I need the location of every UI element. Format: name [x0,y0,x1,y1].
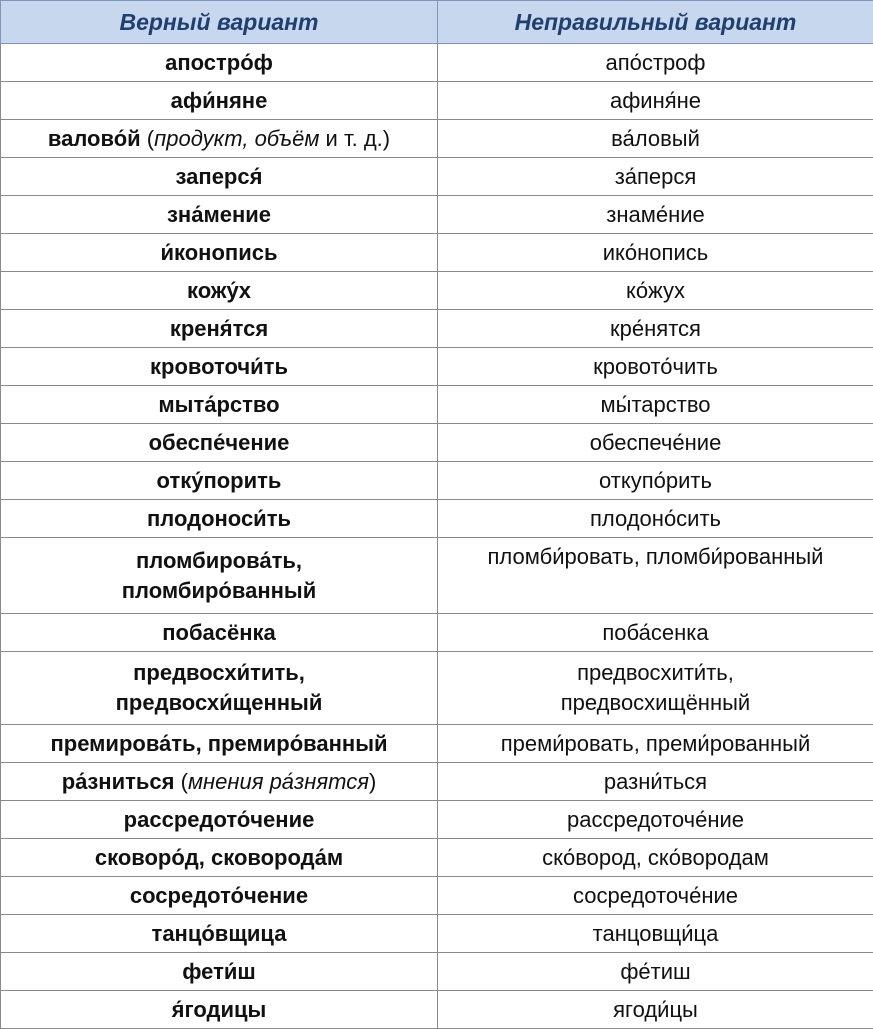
incorrect-cell: ко́жух [438,272,873,310]
correct-word: танцо́вщица [152,921,287,946]
correct-cell [1,614,438,652]
correct-word: кожу́х [187,278,251,303]
correct-cell [1,953,438,991]
table-row [1,801,873,839]
table-row [1,991,873,1029]
correct-word-line2: предвосхи́щенный [7,688,431,718]
correct-word: креня́тся [170,316,268,341]
table-row [1,386,873,424]
incorrect-cell: плодоно́сить [438,500,873,538]
correct-cell [1,234,438,272]
correct-cell [1,44,438,82]
correct-word: ра́зниться [62,769,175,794]
incorrect-word: пломби́ровать, пломби́рованный [488,544,824,569]
correct-word: сковоро́д, сковорода́м [95,845,343,870]
incorrect-cell: рассредоточе́ние [438,801,873,839]
correct-word: рассредото́чение [124,807,315,832]
incorrect-word-line1: предвосхити́ть, [444,658,867,688]
correct-cell [1,348,438,386]
incorrect-cell: преми́ровать, преми́рованный [438,725,873,763]
correct-cell [1,310,438,348]
correct-cell [1,120,438,158]
incorrect-cell: афиня́не [438,82,873,120]
correct-cell [1,500,438,538]
table-row [1,462,873,500]
table-row [1,120,873,158]
correct-cell [1,725,438,763]
table-row [1,44,873,82]
incorrect-cell: кровото́чить [438,348,873,386]
incorrect-cell [438,652,873,725]
table-row [1,614,873,652]
table-row [1,839,873,877]
incorrect-cell: ягоди́цы [438,991,873,1029]
table-row [1,272,873,310]
correct-word: обеспе́чение [149,430,290,455]
correct-cell [1,801,438,839]
correct-word: сосредото́чение [130,883,308,908]
correct-cell [1,196,438,234]
usage-note: (продукт, объём и т. д.) [141,126,390,151]
usage-note: (мнения ра́знятся) [174,769,376,794]
incorrect-cell: мы́тарство [438,386,873,424]
incorrect-cell: поба́сенка [438,614,873,652]
table-row [1,763,873,801]
correct-word: заперся́ [176,164,263,189]
correct-word: валово́й [48,126,141,151]
table-row [1,196,873,234]
correct-cell [1,538,438,614]
correct-cell [1,839,438,877]
incorrect-cell: ва́ловый [438,120,873,158]
incorrect-cell: разни́ться [438,763,873,801]
correct-word: отку́порить [157,468,282,493]
incorrect-cell: сосредоточе́ние [438,877,873,915]
table-row [1,82,873,120]
table-row [1,953,873,991]
header-incorrect: Неправильный вариант [438,1,873,44]
table-row [1,424,873,462]
correct-word: мыта́рство [158,392,279,417]
correct-cell [1,763,438,801]
correct-cell [1,158,438,196]
correct-word: афи́няне [171,88,268,113]
incorrect-cell: фе́тиш [438,953,873,991]
correct-word-line1: предвосхи́тить, [7,658,431,688]
correct-word: премирова́ть, премиро́ванный [50,731,387,756]
table-row [1,310,873,348]
correct-cell [1,424,438,462]
correct-word-line1: пломбирова́ть, [7,546,431,576]
correct-word: плодоноси́ть [147,506,291,531]
table-row [1,915,873,953]
correct-cell [1,877,438,915]
header-correct: Верный вариант [1,1,438,44]
correct-word: фети́ш [182,959,256,984]
table-row [1,652,873,725]
header-row [1,1,873,44]
table-row [1,877,873,915]
incorrect-cell: ико́нопись [438,234,873,272]
incorrect-cell: за́перся [438,158,873,196]
table-row [1,538,873,614]
correct-word-line2: пломбиро́ванный [7,576,431,606]
table-row [1,725,873,763]
incorrect-cell [438,538,873,614]
incorrect-cell: апо́строф [438,44,873,82]
correct-cell [1,915,438,953]
table-row [1,234,873,272]
incorrect-cell: танцовщи́ца [438,915,873,953]
table-row [1,500,873,538]
correct-word: кровоточи́ть [150,354,288,379]
incorrect-cell: обеспече́ние [438,424,873,462]
incorrect-cell: ско́вород, ско́вородам [438,839,873,877]
correct-word: я́годицы [172,997,267,1022]
correct-cell [1,652,438,725]
correct-cell [1,272,438,310]
table-row [1,348,873,386]
correct-word: апостро́ф [165,50,273,75]
table-row [1,158,873,196]
correct-cell [1,386,438,424]
correct-word: побасёнка [162,620,276,645]
correct-cell [1,991,438,1029]
incorrect-cell: знаме́ние [438,196,873,234]
incorrect-cell: кре́нятся [438,310,873,348]
incorrect-word-line2: предвосхищённый [444,688,867,718]
correct-cell [1,82,438,120]
correct-cell [1,462,438,500]
correct-word: и́конопись [161,240,278,265]
incorrect-cell: откупо́рить [438,462,873,500]
correct-word: зна́мение [167,202,271,227]
